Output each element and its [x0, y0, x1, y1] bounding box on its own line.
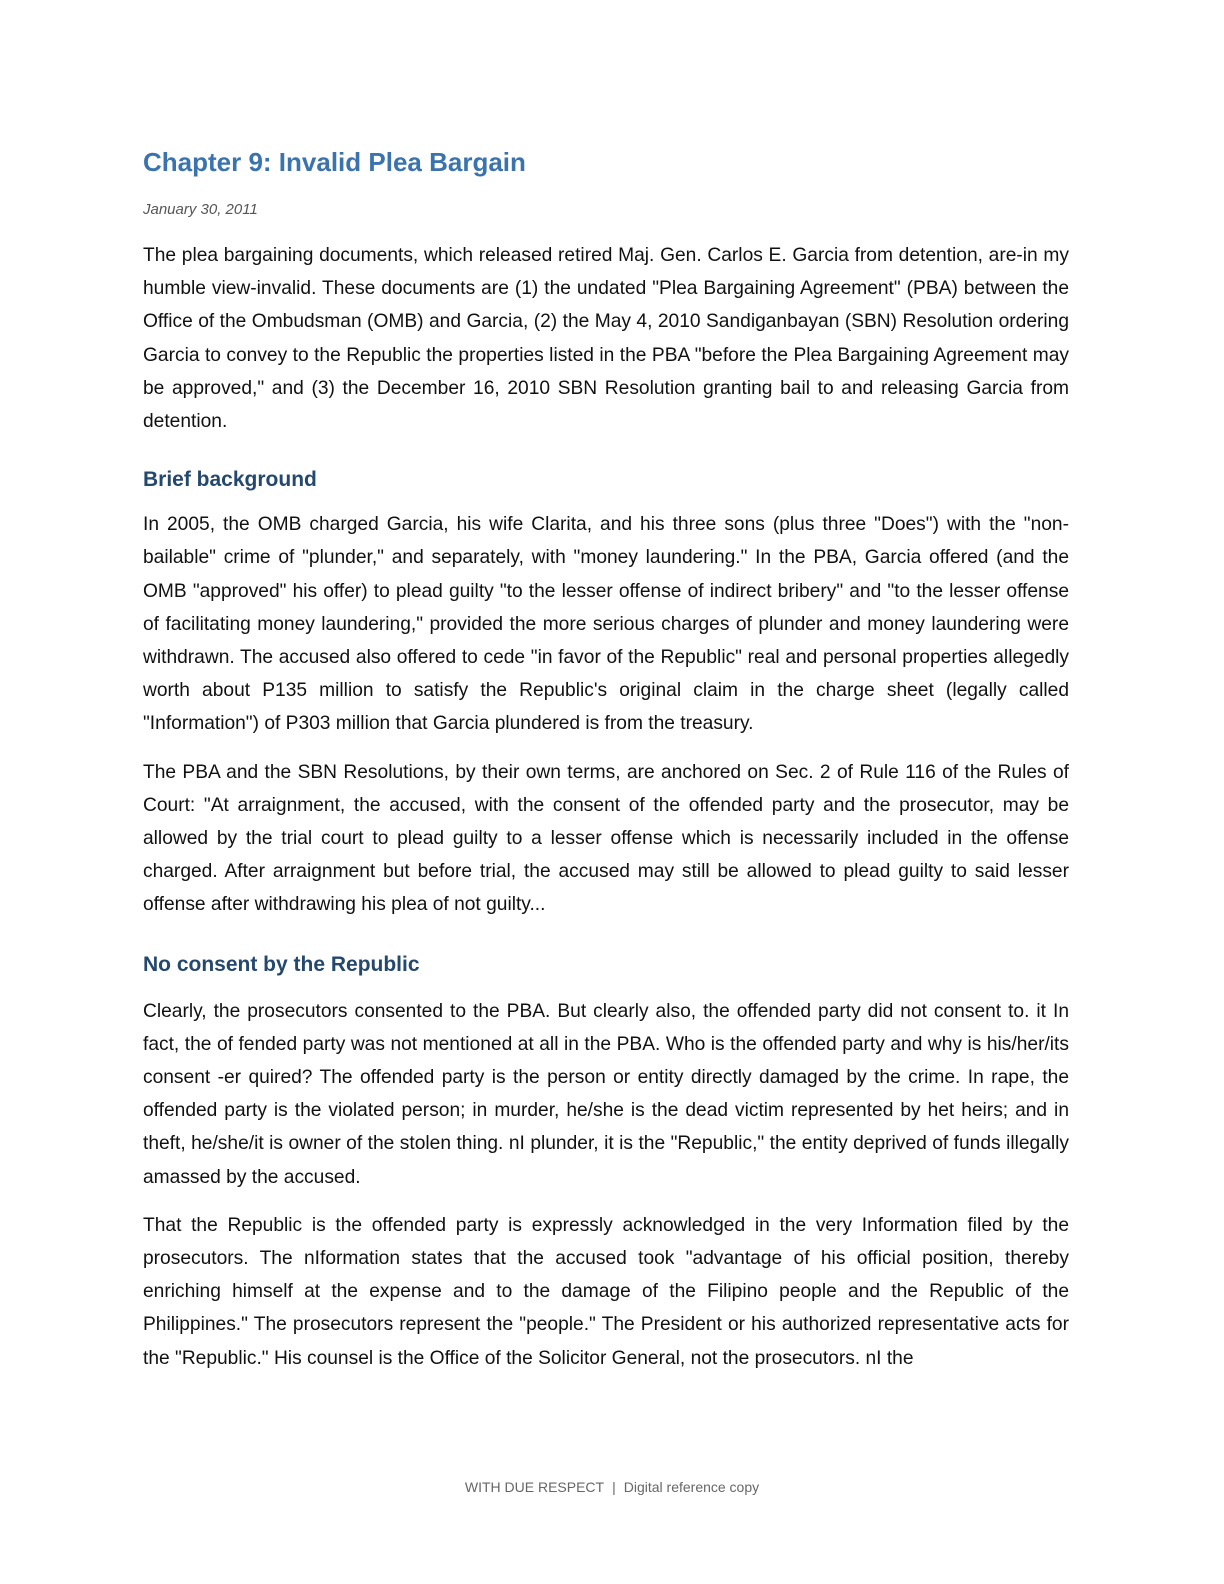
paragraph-rules-of-court: The PBA and the SBN Resolutions, by their own terms, are anchored on Sec. 2 of Rule 116 of the Rules of Court: "At arraignment, the accused, with the consent of the offended party and the prosecutor, may be allowed by the trial court to plead guilty to a lesser offense which is necessarily included in the offense charged. After arraignment but before trial, the accused may still be allowed to plead guilty to said lesser offense after withdrawing his plea of not guilty... [143, 761, 1069, 916]
document-page [143, 140, 1069, 1375]
footer-separator: | [612, 1479, 616, 1495]
paragraph-intro: The plea bargaining documents, which released retired Maj. Gen. Carlos E. Garcia from detention, are-in my humble view-invalid. These documents are (1) the undated "Plea Bargaining Agreement" (PBA) between the Office of the Ombudsman (OMB) and Garcia, (2) the May 4, 2010 Sandiganbayan (SBN) Resolution ordering Garcia to convey to the Republic the properties listed in the PBA "before the Plea Bargaining Agreement may be approved," and (3) the December 16, 2010 SBN Resolution granting bail to and releasing Garcia from detention. [143, 245, 1069, 433]
paragraph-offended-party: Clearly, the prosecutors consented to the PBA. But clearly also, the offended party did not consent to. it In fact, the of fended party was not mentioned at all in the PBA. Who is the offended party and why is his/her/its consent -er quired? The offended party is the person or entity directly damaged by the crime. In rape, the offended party is the violated person; in murder, he/she is the dead victim represented by het heirs; and in theft, he/she/it is owner of the stolen thing. nI plunder, it is the "Republic," the entity deprived of funds illegally amassed by the accused. [143, 1000, 1069, 1188]
footer-copy-note: Digital reference copy [623, 1479, 760, 1495]
page-footer [0, 1479, 1224, 1495]
publication-date: January 30, 2011 [143, 201, 258, 218]
section-heading-brief-background: Brief background [143, 468, 317, 492]
paragraph-background: In 2005, the OMB charged Garcia, his wife Clarita, and his three sons (plus three "Does") with the "non-bailable" crime of "plunder," and separately, with "money laundering." In the PBA, Garcia offered (and the OMB "approved" his offer) to plead guilty "to the lesser offense of indirect bribery" and "to the lesser offense of facilitating money laundering," provided the more serious charges of plunder and money laundering were withdrawn. The accused also offered to cede "in favor of the Republic" real and personal properties allegedly worth about P135 million to satisfy the Republic's original claim in the charge sheet (legally called "Information") of P303 million that Garcia plundered is from the treasury. [143, 514, 1069, 735]
chapter-title: Chapter 9: Invalid Plea Bargain [143, 147, 526, 177]
footer-publication-name: WITH DUE RESPECT [464, 1479, 605, 1495]
section-heading-no-consent: No consent by the Republic [143, 952, 420, 976]
paragraph-republic-offended: That the Republic is the offended party is expressly acknowledged in the very Information filed by the prosecutors. The nIformation states that the accused took "advantage of his official position, thereby enriching himself at the expense and to the damage of the Filipino people and the Republic of the Philippines." The prosecutors represent the "people." The President or his authorized representative acts for the "Republic." His counsel is the Office of the Solicitor General, not the prosecutors. nI the [143, 1214, 1069, 1369]
